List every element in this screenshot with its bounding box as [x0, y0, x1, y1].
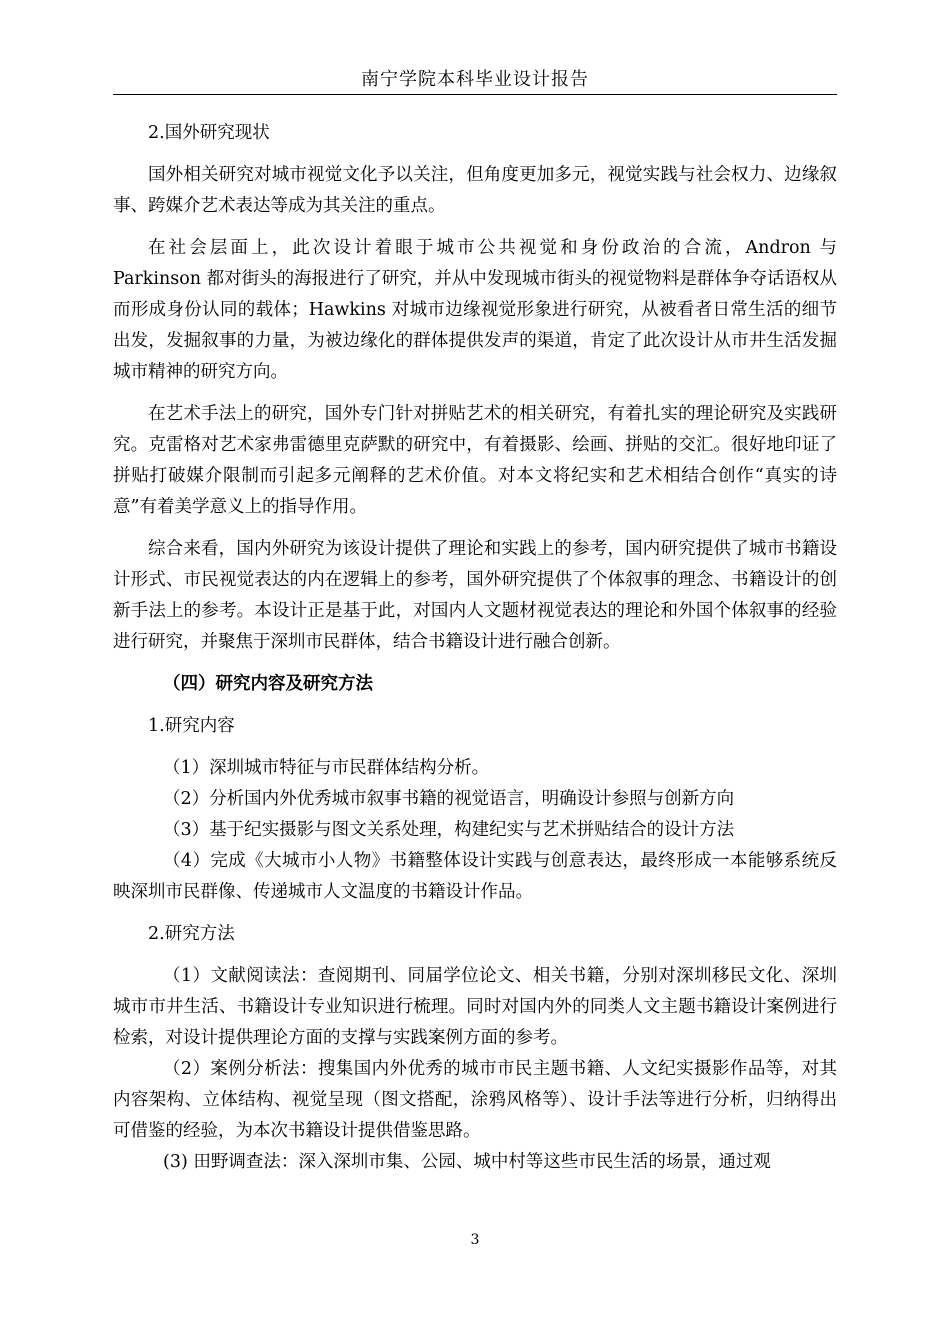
content-item-3: （3）基于纪实摄影与图文关系处理，构建纪实与艺术拼贴结合的设计方法 [163, 820, 735, 840]
document-body [113, 118, 837, 1178]
header-divider [113, 94, 837, 95]
method-item-2: （2）案例分析法：搜集国内外优秀的城市市民主题书籍、人文纪实摄影作品等，对其内容架构、立体结构、视觉呈现（图文搭配，涂鸦风格等）、设计手法等进行分析，归纳得出可借鉴的经验，为本次书籍设计提供借鉴思路。 [113, 1059, 837, 1141]
method-item-3: (3) 田野调查法：深入深圳市集、公园、城中村等这些市民生活的场景，通过观 [163, 1152, 771, 1172]
paragraph-social-level: 在社会层面上，此次设计着眼于城市公共视觉和身份政治的合流，Andron 与 Parkinson 都对街头的海报进行了研究，并从中发现城市街头的视觉物料是群体争夺话语权从而形成身份认同的载体；Hawkins 对城市边缘视觉形象进行研究，从被看者日常生活的细节出发，发掘叙事的力量，为被边缘化的群体提供发声的渠道，肯定了此次设计从市井生活发掘城市精神的研究方向。 [113, 238, 837, 382]
page-number: 3 [470, 1232, 480, 1248]
paragraph-foreign-overview: 国外相关研究对城市视觉文化予以关注，但角度更加多元，视觉实践与社会权力、边缘叙事、跨媒介艺术表达等成为其关注的重点。 [113, 165, 837, 216]
page-header-title: 南宁学院本科毕业设计报告 [361, 69, 589, 90]
paragraph-summary: 综合来看，国内外研究为该设计提供了理论和实践上的参考，国内研究提供了城市书籍设计形式、市民视觉表达的内在逻辑上的参考，国外研究提供了个体叙事的理念、书籍设计的创新手法上的参考。本设计正是基于此，对国内人文题材视觉表达的理论和外国个体叙事的经验进行研究，并聚焦于深圳市民群体，结合书籍设计进行融合创新。 [113, 539, 837, 652]
paragraph-art-technique: 在艺术手法上的研究，国外专门针对拼贴艺术的相关研究，有着扎实的理论研究及实践研究。克雷格对艺术家弗雷德里克萨默的研究中，有着摄影、绘画、拼贴的交汇。很好地印证了拼贴打破媒介限制而引起多元阐释的艺术价值。对本文将纪实和艺术相结合创作“真实的诗意”有着美学意义上的指导作用。 [113, 404, 837, 517]
content-item-2: （2）分析国内外优秀城市叙事书籍的视觉语言，明确设计参照与创新方向 [163, 789, 735, 809]
research-content-heading: 1.研究内容 [148, 716, 235, 736]
section-four-heading: （四）研究内容及研究方法 [163, 674, 373, 694]
foreign-research-heading: 2.国外研究现状 [148, 123, 270, 143]
method-item-1: （1）文献阅读法：查阅期刊、同届学位论文、相关书籍，分别对深圳移民文化、深圳城市市井生活、书籍设计专业知识进行梳理。同时对国内外的同类人文主题书籍设计案例进行检索，对设计提供理论方面的支撑与实践案例方面的参考。 [113, 966, 837, 1048]
content-item-4: （4）完成《大城市小人物》书籍整体设计实践与创意表达，最终形成一本能够系统反映深圳市民群像、传递城市人文温度的书籍设计作品。 [113, 851, 837, 902]
research-method-heading: 2.研究方法 [148, 924, 235, 944]
content-item-1: （1）深圳城市特征与市民群体结构分析。 [163, 758, 490, 778]
